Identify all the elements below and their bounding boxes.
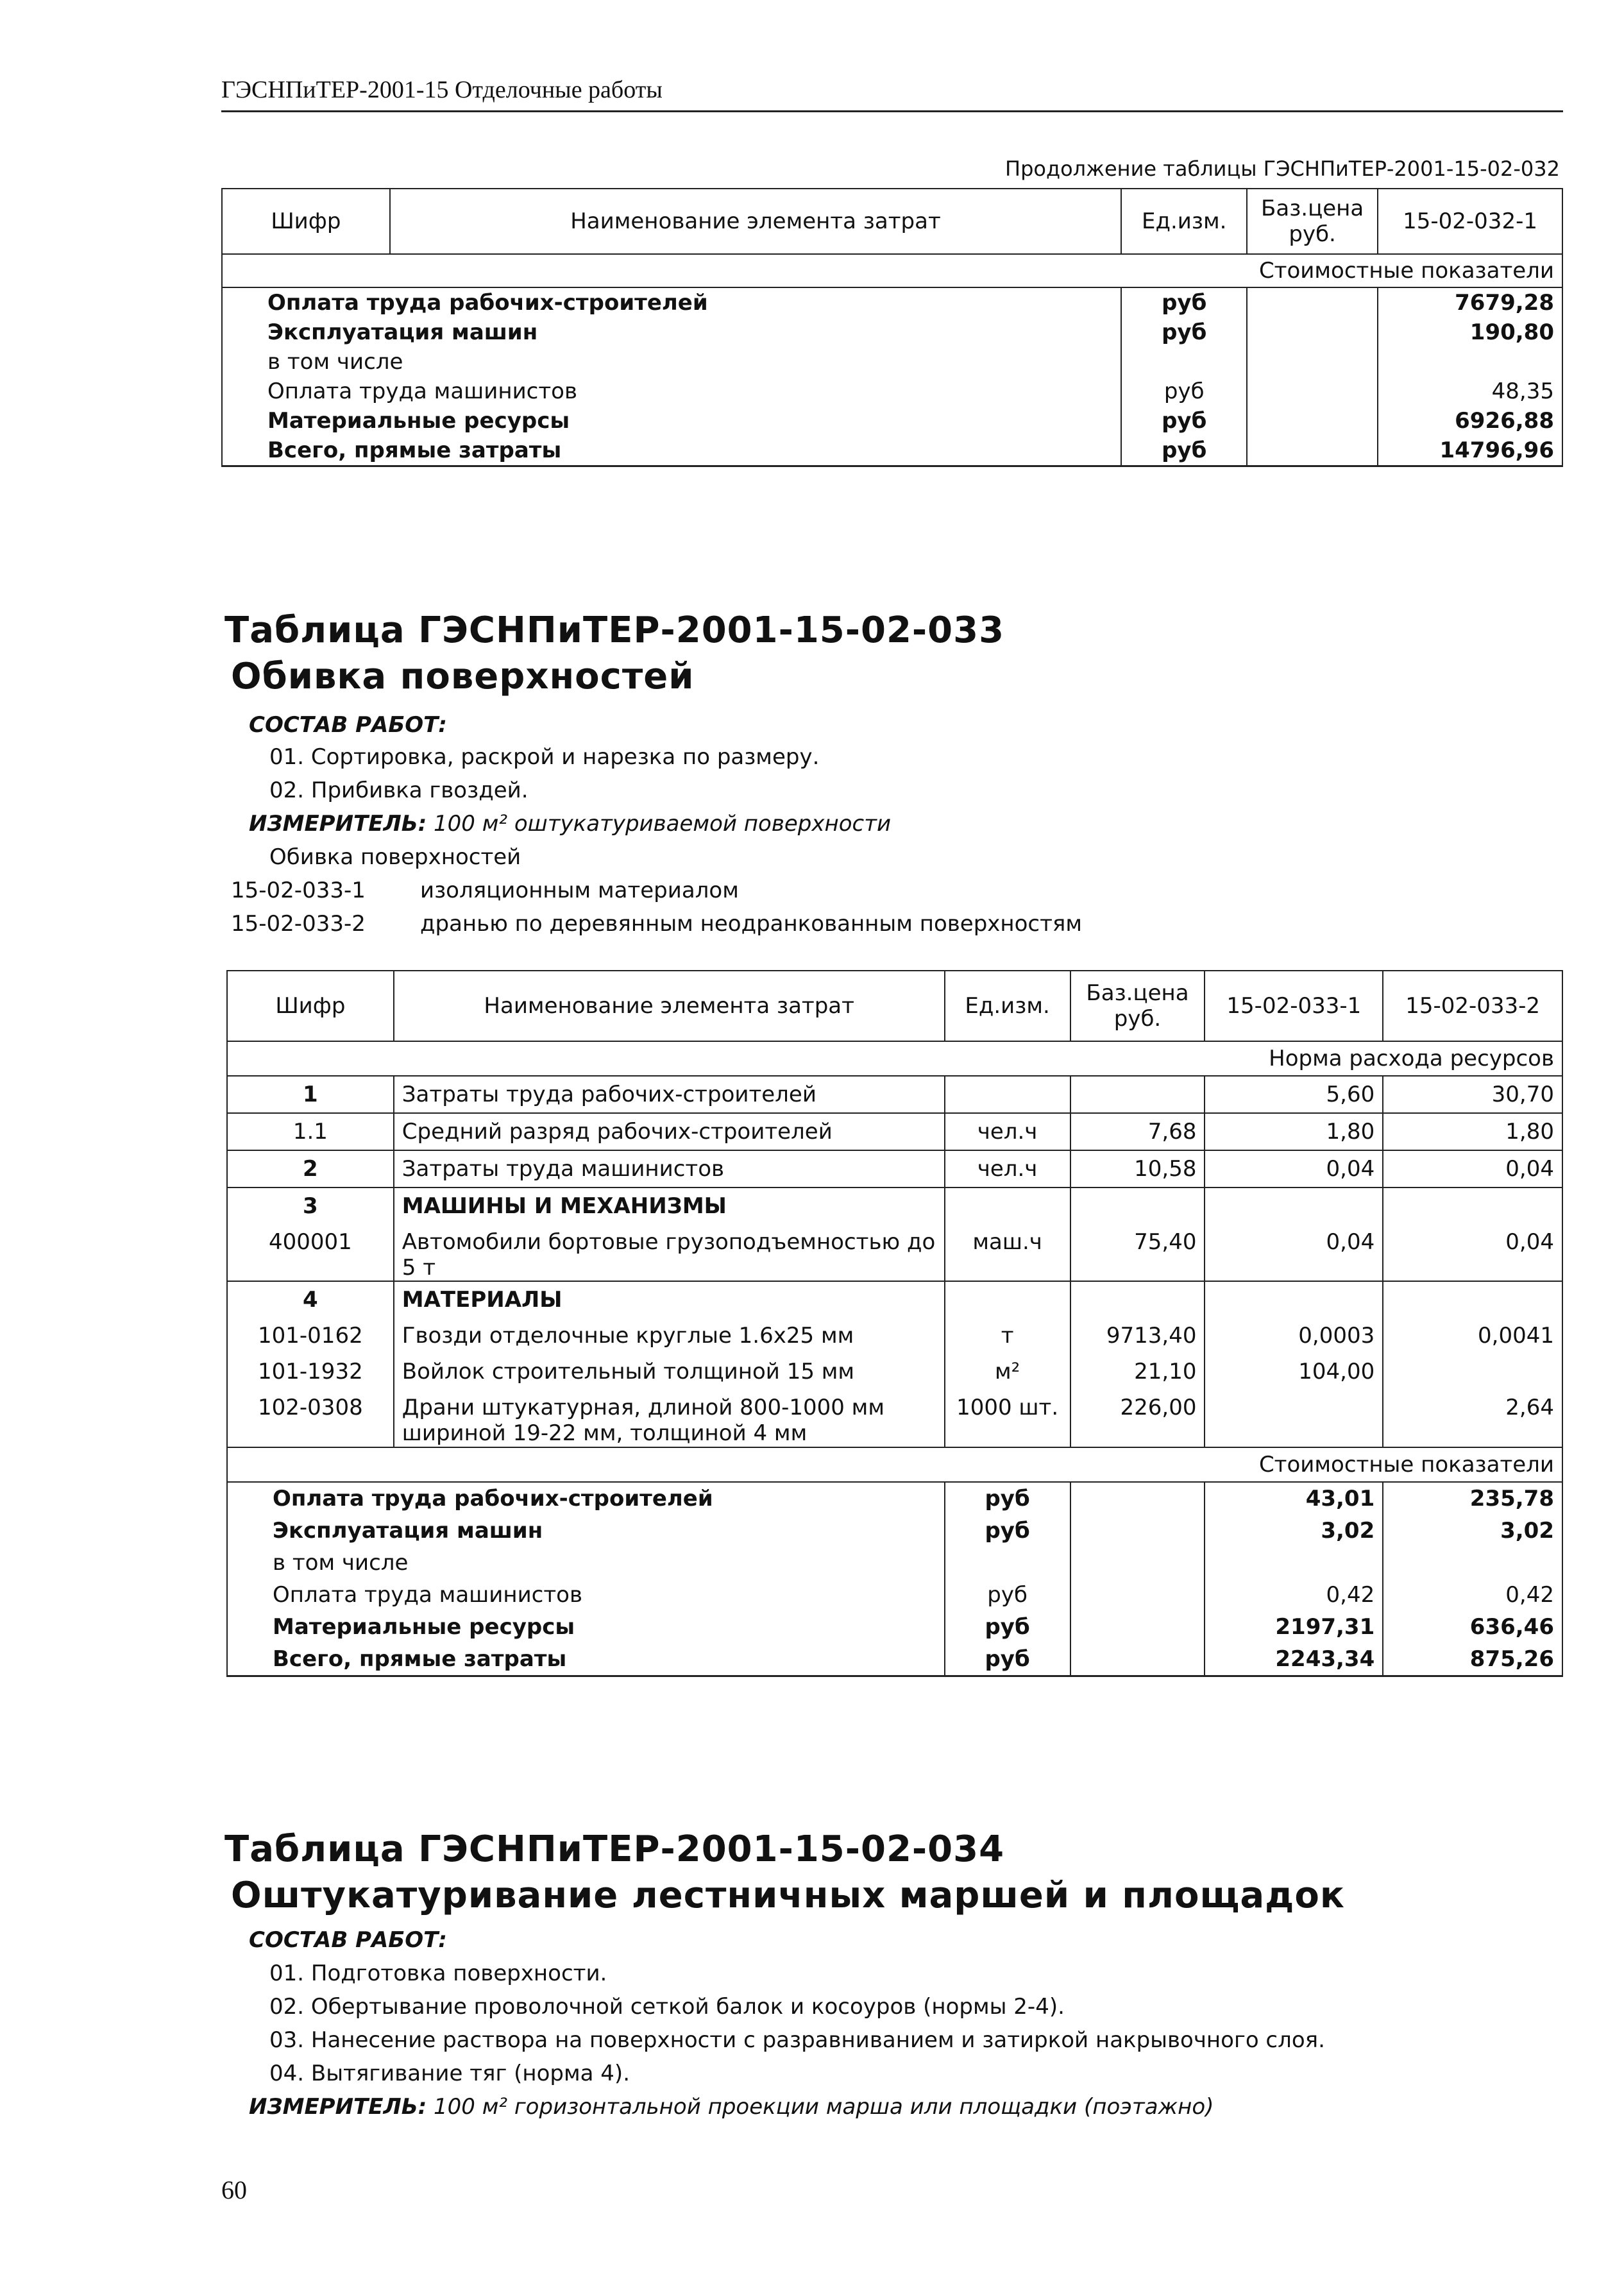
row-name: Затраты труда машинистов (394, 1150, 945, 1188)
row-value-2: 1,80 (1383, 1113, 1562, 1150)
row-price (1070, 1547, 1205, 1579)
header-col1: 15-02-033-1 (1205, 971, 1383, 1041)
row-value-2 (1383, 1354, 1562, 1390)
band-label: Стоимостные показатели (222, 254, 1562, 287)
row-value-2: 2,64 (1383, 1390, 1562, 1447)
meter-text: 100 м² горизонтальной проекции марша или площадки (поэтажно) (434, 2094, 1214, 2120)
row-name: Автомобили бортовые грузоподъемностью до 5 т (394, 1224, 945, 1281)
row-unit (1121, 347, 1247, 377)
table-row (227, 1113, 1562, 1150)
row-name: МАТЕРИАЛЫ (394, 1281, 945, 1318)
work-item: 01. Подготовка поверхности. (269, 1961, 607, 1986)
row-value-2: 3,02 (1383, 1515, 1562, 1547)
work-item: 03. Нанесение раствора на поверхности с разравниванием и затиркой накрывочного слоя. (269, 2027, 1325, 2053)
code-desc: дранью по деревянным неодранкованным поверхностям (420, 911, 1083, 937)
row-unit (945, 1547, 1070, 1579)
works-label: СОСТАВ РАБОТ: (249, 1927, 447, 1953)
table-row (227, 1188, 1562, 1224)
row-price (1070, 1515, 1205, 1547)
table-row (222, 436, 1562, 466)
header-price: Баз.цена руб. (1070, 971, 1205, 1041)
row-price: 226,00 (1070, 1390, 1205, 1447)
row-unit: т (945, 1318, 1070, 1354)
table-033 (226, 970, 1563, 1677)
row-value-1: 3,02 (1205, 1515, 1383, 1547)
row-value-2: 636,46 (1383, 1611, 1562, 1643)
row-unit: руб (945, 1643, 1070, 1676)
table-header-row (227, 971, 1562, 1041)
row-price (1247, 347, 1378, 377)
row-value-1 (1205, 1281, 1383, 1318)
row-unit: руб (1121, 318, 1247, 347)
row-code: 1 (227, 1076, 394, 1113)
row-value-2: 0,42 (1383, 1579, 1562, 1611)
code-ref: 15-02-033-2 (231, 911, 366, 937)
row-price (1070, 1188, 1205, 1224)
code-desc: изоляционным материалом (420, 878, 739, 903)
row-value-1: 0,04 (1205, 1150, 1383, 1188)
band-row (222, 254, 1562, 287)
row-value-1: 2197,31 (1205, 1611, 1383, 1643)
table-row (227, 1390, 1562, 1447)
row-value: 14796,96 (1378, 436, 1562, 466)
section-033-subtitle: Обивка поверхностей (231, 656, 695, 697)
table-row (227, 1515, 1562, 1547)
table-row (227, 1150, 1562, 1188)
row-name: в том числе (227, 1547, 945, 1579)
row-price (1070, 1482, 1205, 1515)
row-value-2: 30,70 (1383, 1076, 1562, 1113)
row-unit: руб (945, 1611, 1070, 1643)
header-col2: 15-02-033-2 (1383, 971, 1562, 1041)
section-034-title: Таблица ГЭСНПиТЕР-2001-15-02-034 (224, 1828, 1005, 1870)
row-name: Всего, прямые затраты (227, 1643, 945, 1676)
row-code: 1.1 (227, 1113, 394, 1150)
row-code: 400001 (227, 1224, 394, 1281)
row-name: Оплата труда машинистов (227, 1579, 945, 1611)
row-price: 7,68 (1070, 1113, 1205, 1150)
row-price (1247, 287, 1378, 318)
row-code: 4 (227, 1281, 394, 1318)
row-value-2: 0,04 (1383, 1224, 1562, 1281)
table-row (227, 1643, 1562, 1676)
row-value-2: 0,04 (1383, 1150, 1562, 1188)
meter-line (249, 2094, 1214, 2120)
row-name: в том числе (222, 347, 1121, 377)
row-unit: 1000 шт. (945, 1390, 1070, 1447)
table-row (227, 1354, 1562, 1390)
row-name: Оплата труда машинистов (222, 377, 1121, 406)
row-value-2 (1383, 1547, 1562, 1579)
band-row (227, 1447, 1562, 1482)
table-row (227, 1482, 1562, 1515)
row-unit: руб (945, 1482, 1070, 1515)
table-header-row (222, 189, 1562, 254)
row-price (1247, 436, 1378, 466)
row-unit: м² (945, 1354, 1070, 1390)
row-unit (945, 1188, 1070, 1224)
meter-text: 100 м² оштукатуриваемой поверхности (434, 811, 892, 837)
row-price: 75,40 (1070, 1224, 1205, 1281)
table-row (222, 377, 1562, 406)
row-unit (945, 1076, 1070, 1113)
row-name: Войлок строительный толщиной 15 мм (394, 1354, 945, 1390)
header-price: Баз.цена руб. (1247, 189, 1378, 254)
table-row (222, 287, 1562, 318)
table-row (227, 1611, 1562, 1643)
table-row (227, 1579, 1562, 1611)
row-unit: чел.ч (945, 1150, 1070, 1188)
meter-label: ИЗМЕРИТЕЛЬ: (249, 2094, 427, 2120)
row-unit: руб (1121, 436, 1247, 466)
table-032 (221, 188, 1563, 467)
row-value: 7679,28 (1378, 287, 1562, 318)
row-value (1378, 347, 1562, 377)
row-code: 102-0308 (227, 1390, 394, 1447)
work-item: 02. Прибивка гвоздей. (269, 778, 529, 803)
row-value-1: 1,80 (1205, 1113, 1383, 1150)
row-price: 10,58 (1070, 1150, 1205, 1188)
row-value: 6926,88 (1378, 406, 1562, 436)
row-value-2 (1383, 1188, 1562, 1224)
row-value-1: 43,01 (1205, 1482, 1383, 1515)
row-code: 3 (227, 1188, 394, 1224)
row-value-1: 2243,34 (1205, 1643, 1383, 1676)
works-label: СОСТАВ РАБОТ: (249, 712, 447, 738)
row-name: Материальные ресурсы (222, 406, 1121, 436)
row-value-2: 235,78 (1383, 1482, 1562, 1515)
row-value-1: 0,04 (1205, 1224, 1383, 1281)
header-code: Шифр (227, 971, 394, 1041)
row-price (1070, 1643, 1205, 1676)
header-unit: Ед.изм. (945, 971, 1070, 1041)
row-price (1247, 377, 1378, 406)
band-row (227, 1041, 1562, 1076)
section-034-subtitle: Оштукатуривание лестничных маршей и площадок (231, 1875, 1345, 1916)
table-row (227, 1224, 1562, 1281)
page-number: 60 (221, 2175, 247, 2204)
work-item: 04. Вытягивание тяг (норма 4). (269, 2061, 630, 2086)
header-code: Шифр (222, 189, 390, 254)
row-value-1: 0,42 (1205, 1579, 1383, 1611)
row-name: Оплата труда рабочих-строителей (227, 1482, 945, 1515)
table-row (222, 347, 1562, 377)
row-value-1: 0,0003 (1205, 1318, 1383, 1354)
table-row (227, 1076, 1562, 1113)
table-row (222, 318, 1562, 347)
row-name: Затраты труда рабочих-строителей (394, 1076, 945, 1113)
meter-label: ИЗМЕРИТЕЛЬ: (249, 811, 427, 837)
work-item: 01. Сортировка, раскрой и нарезка по размеру. (269, 744, 820, 770)
row-price (1247, 318, 1378, 347)
row-price (1070, 1281, 1205, 1318)
row-name: Драни штукатурная, длиной 800-1000 мм шириной 19-22 мм, толщиной 4 мм (394, 1390, 945, 1447)
table-row (222, 406, 1562, 436)
header-name: Наименование элемента затрат (390, 189, 1121, 254)
row-price: 9713,40 (1070, 1318, 1205, 1354)
row-name: Всего, прямые затраты (222, 436, 1121, 466)
row-unit: маш.ч (945, 1224, 1070, 1281)
header-name: Наименование элемента затрат (394, 971, 945, 1041)
table-row (227, 1547, 1562, 1579)
row-name: Эксплуатация машин (227, 1515, 945, 1547)
row-price (1070, 1579, 1205, 1611)
row-unit: руб (1121, 377, 1247, 406)
row-price (1247, 406, 1378, 436)
row-value: 48,35 (1378, 377, 1562, 406)
row-unit: руб (945, 1579, 1070, 1611)
meter-line (249, 811, 891, 837)
work-item: 02. Обертывание проволочной сеткой балок и косоуров (нормы 2-4). (269, 1994, 1065, 2020)
row-unit: руб (1121, 287, 1247, 318)
table-row (227, 1318, 1562, 1354)
row-unit (945, 1281, 1070, 1318)
row-code: 2 (227, 1150, 394, 1188)
section-033-title: Таблица ГЭСНПиТЕР-2001-15-02-033 (224, 609, 1005, 651)
header-unit: Ед.изм. (1121, 189, 1247, 254)
row-value-1: 104,00 (1205, 1354, 1383, 1390)
row-unit: руб (1121, 406, 1247, 436)
code-ref: 15-02-033-1 (231, 878, 366, 903)
row-name: МАШИНЫ И МЕХАНИЗМЫ (394, 1188, 945, 1224)
row-price (1070, 1611, 1205, 1643)
row-name: Материальные ресурсы (227, 1611, 945, 1643)
row-unit: чел.ч (945, 1113, 1070, 1150)
row-value-1 (1205, 1547, 1383, 1579)
row-value-2 (1383, 1281, 1562, 1318)
running-header: ГЭСНПиТЕР-2001-15 Отделочные работы (221, 76, 663, 103)
row-value: 190,80 (1378, 318, 1562, 347)
group-label: Обивка поверхностей (269, 844, 521, 870)
row-code: 101-1932 (227, 1354, 394, 1390)
header-col1: 15-02-032-1 (1378, 189, 1562, 254)
row-value-1 (1205, 1390, 1383, 1447)
table-row (227, 1281, 1562, 1318)
row-name: Оплата труда рабочих-строителей (222, 287, 1121, 318)
row-name: Гвозди отделочные круглые 1.6х25 мм (394, 1318, 945, 1354)
header-divider (221, 110, 1563, 112)
row-unit: руб (945, 1515, 1070, 1547)
row-price (1070, 1076, 1205, 1113)
row-price: 21,10 (1070, 1354, 1205, 1390)
row-value-1: 5,60 (1205, 1076, 1383, 1113)
row-name: Эксплуатация машин (222, 318, 1121, 347)
row-code: 101-0162 (227, 1318, 394, 1354)
row-value-2: 875,26 (1383, 1643, 1562, 1676)
band-label: Стоимостные показатели (227, 1447, 1562, 1482)
row-name: Средний разряд рабочих-строителей (394, 1113, 945, 1150)
continuation-label: Продолжение таблицы ГЭСНПиТЕР-2001-15-02-032 (1005, 157, 1560, 181)
band-label: Норма расхода ресурсов (227, 1041, 1562, 1076)
row-value-2: 0,0041 (1383, 1318, 1562, 1354)
row-value-1 (1205, 1188, 1383, 1224)
